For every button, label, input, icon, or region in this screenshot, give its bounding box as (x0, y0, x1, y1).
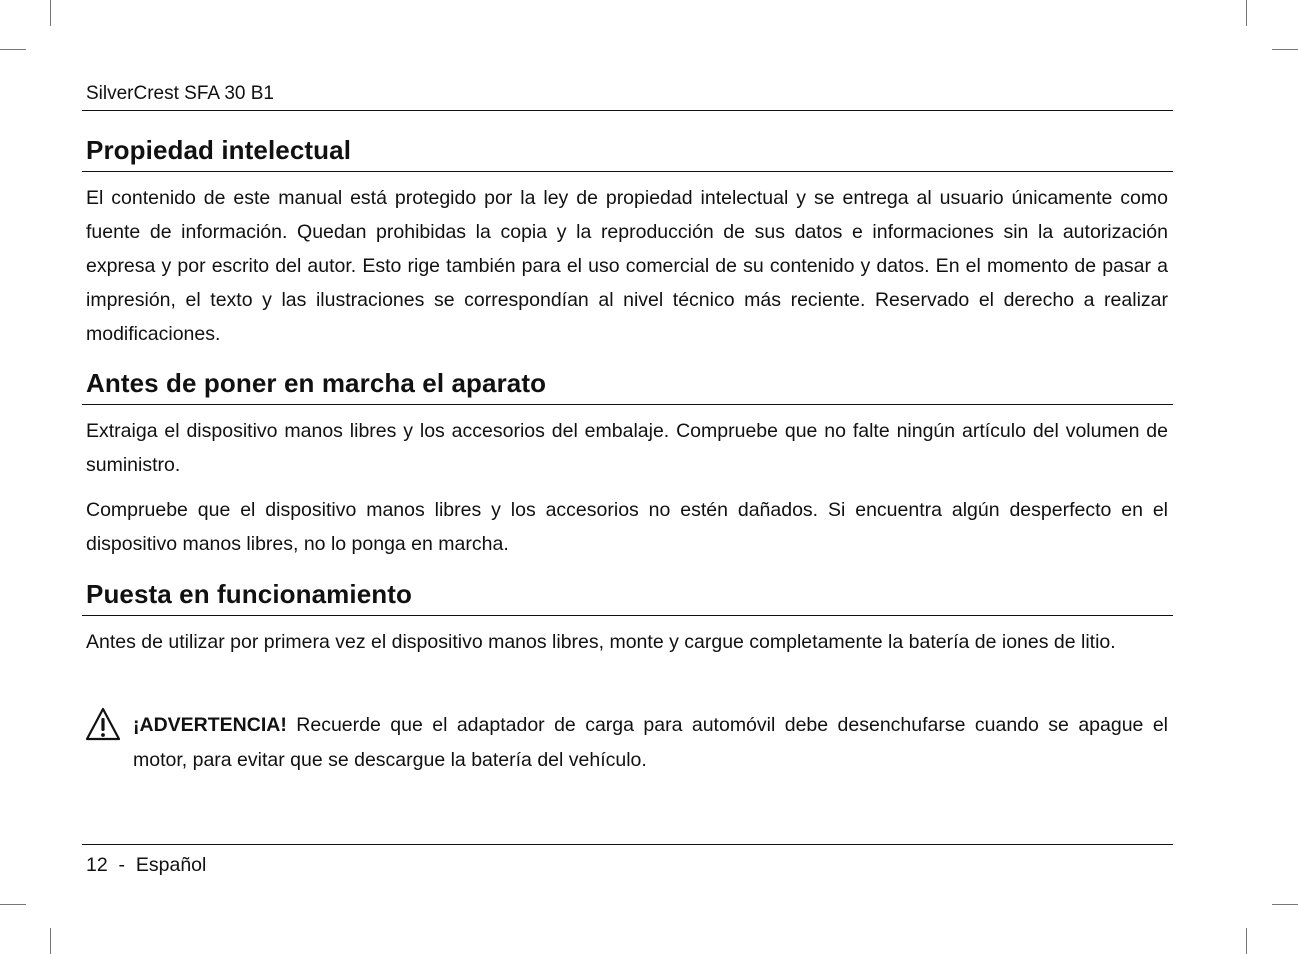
section-title-antes-de-poner-en-marcha: Antes de poner en marcha el aparato (86, 368, 547, 398)
paragraph-compruebe: Compruebe que el dispositivo manos libres y los accesorios no estén dañados. Si encuentra algún desperfecto en el dispositivo manos libres, no lo ponga en marcha. (86, 499, 1168, 555)
section-title-propiedad-intelectual: Propiedad intelectual (86, 135, 352, 165)
crop-mark (0, 904, 26, 905)
document-header-title: SilverCrest SFA 30 B1 (86, 83, 274, 104)
page-footer (86, 852, 206, 878)
header-rule (82, 110, 1173, 111)
crop-mark (1246, 928, 1247, 954)
footer-language: Español (135, 854, 207, 876)
page-number: 12 (86, 854, 108, 876)
crop-mark (50, 0, 51, 26)
warning-label: ¡ADVERTENCIA! (133, 714, 287, 736)
crop-mark (50, 928, 51, 954)
warning-triangle-icon (85, 707, 121, 741)
section-rule (82, 404, 1173, 405)
warning-block (133, 708, 1168, 778)
section-rule (82, 615, 1173, 616)
crop-mark (1246, 0, 1247, 26)
paragraph-propiedad-intelectual: El contenido de este manual está protegido por la ley de propiedad intelectual y se entrega al usuario únicamente como fuente de información. Quedan prohibidas la copia y la reproducción de sus datos e informaciones sin la autorización expresa y por escrito del autor. Esto rige también para el uso comercial de su contenido y datos. En el momento de pasar a impresión, el texto y las ilustraciones se correspondían al nivel técnico más reciente. Reservado el derecho a realizar modificaciones. (86, 187, 1168, 345)
section-title-puesta-en-funcionamiento: Puesta en funcionamiento (86, 579, 413, 609)
warning-text: Recuerde que el adaptador de carga para automóvil debe desenchufarse cuando se apague el motor, para evitar que se descargue la batería del vehículo. (133, 714, 1169, 771)
crop-mark (0, 49, 26, 50)
footer-rule (82, 844, 1173, 845)
paragraph-extraiga: Extraiga el dispositivo manos libres y los accesorios del embalaje. Compruebe que no falte ningún artículo del volumen de suministro. (86, 420, 1168, 476)
footer-separator: - (118, 854, 126, 876)
crop-mark (1272, 49, 1298, 50)
crop-mark (1272, 904, 1298, 905)
section-rule (82, 171, 1173, 172)
paragraph-antes-de-utilizar: Antes de utilizar por primera vez el dispositivo manos libres, monte y cargue completamente la batería de iones de litio. (86, 631, 1116, 653)
